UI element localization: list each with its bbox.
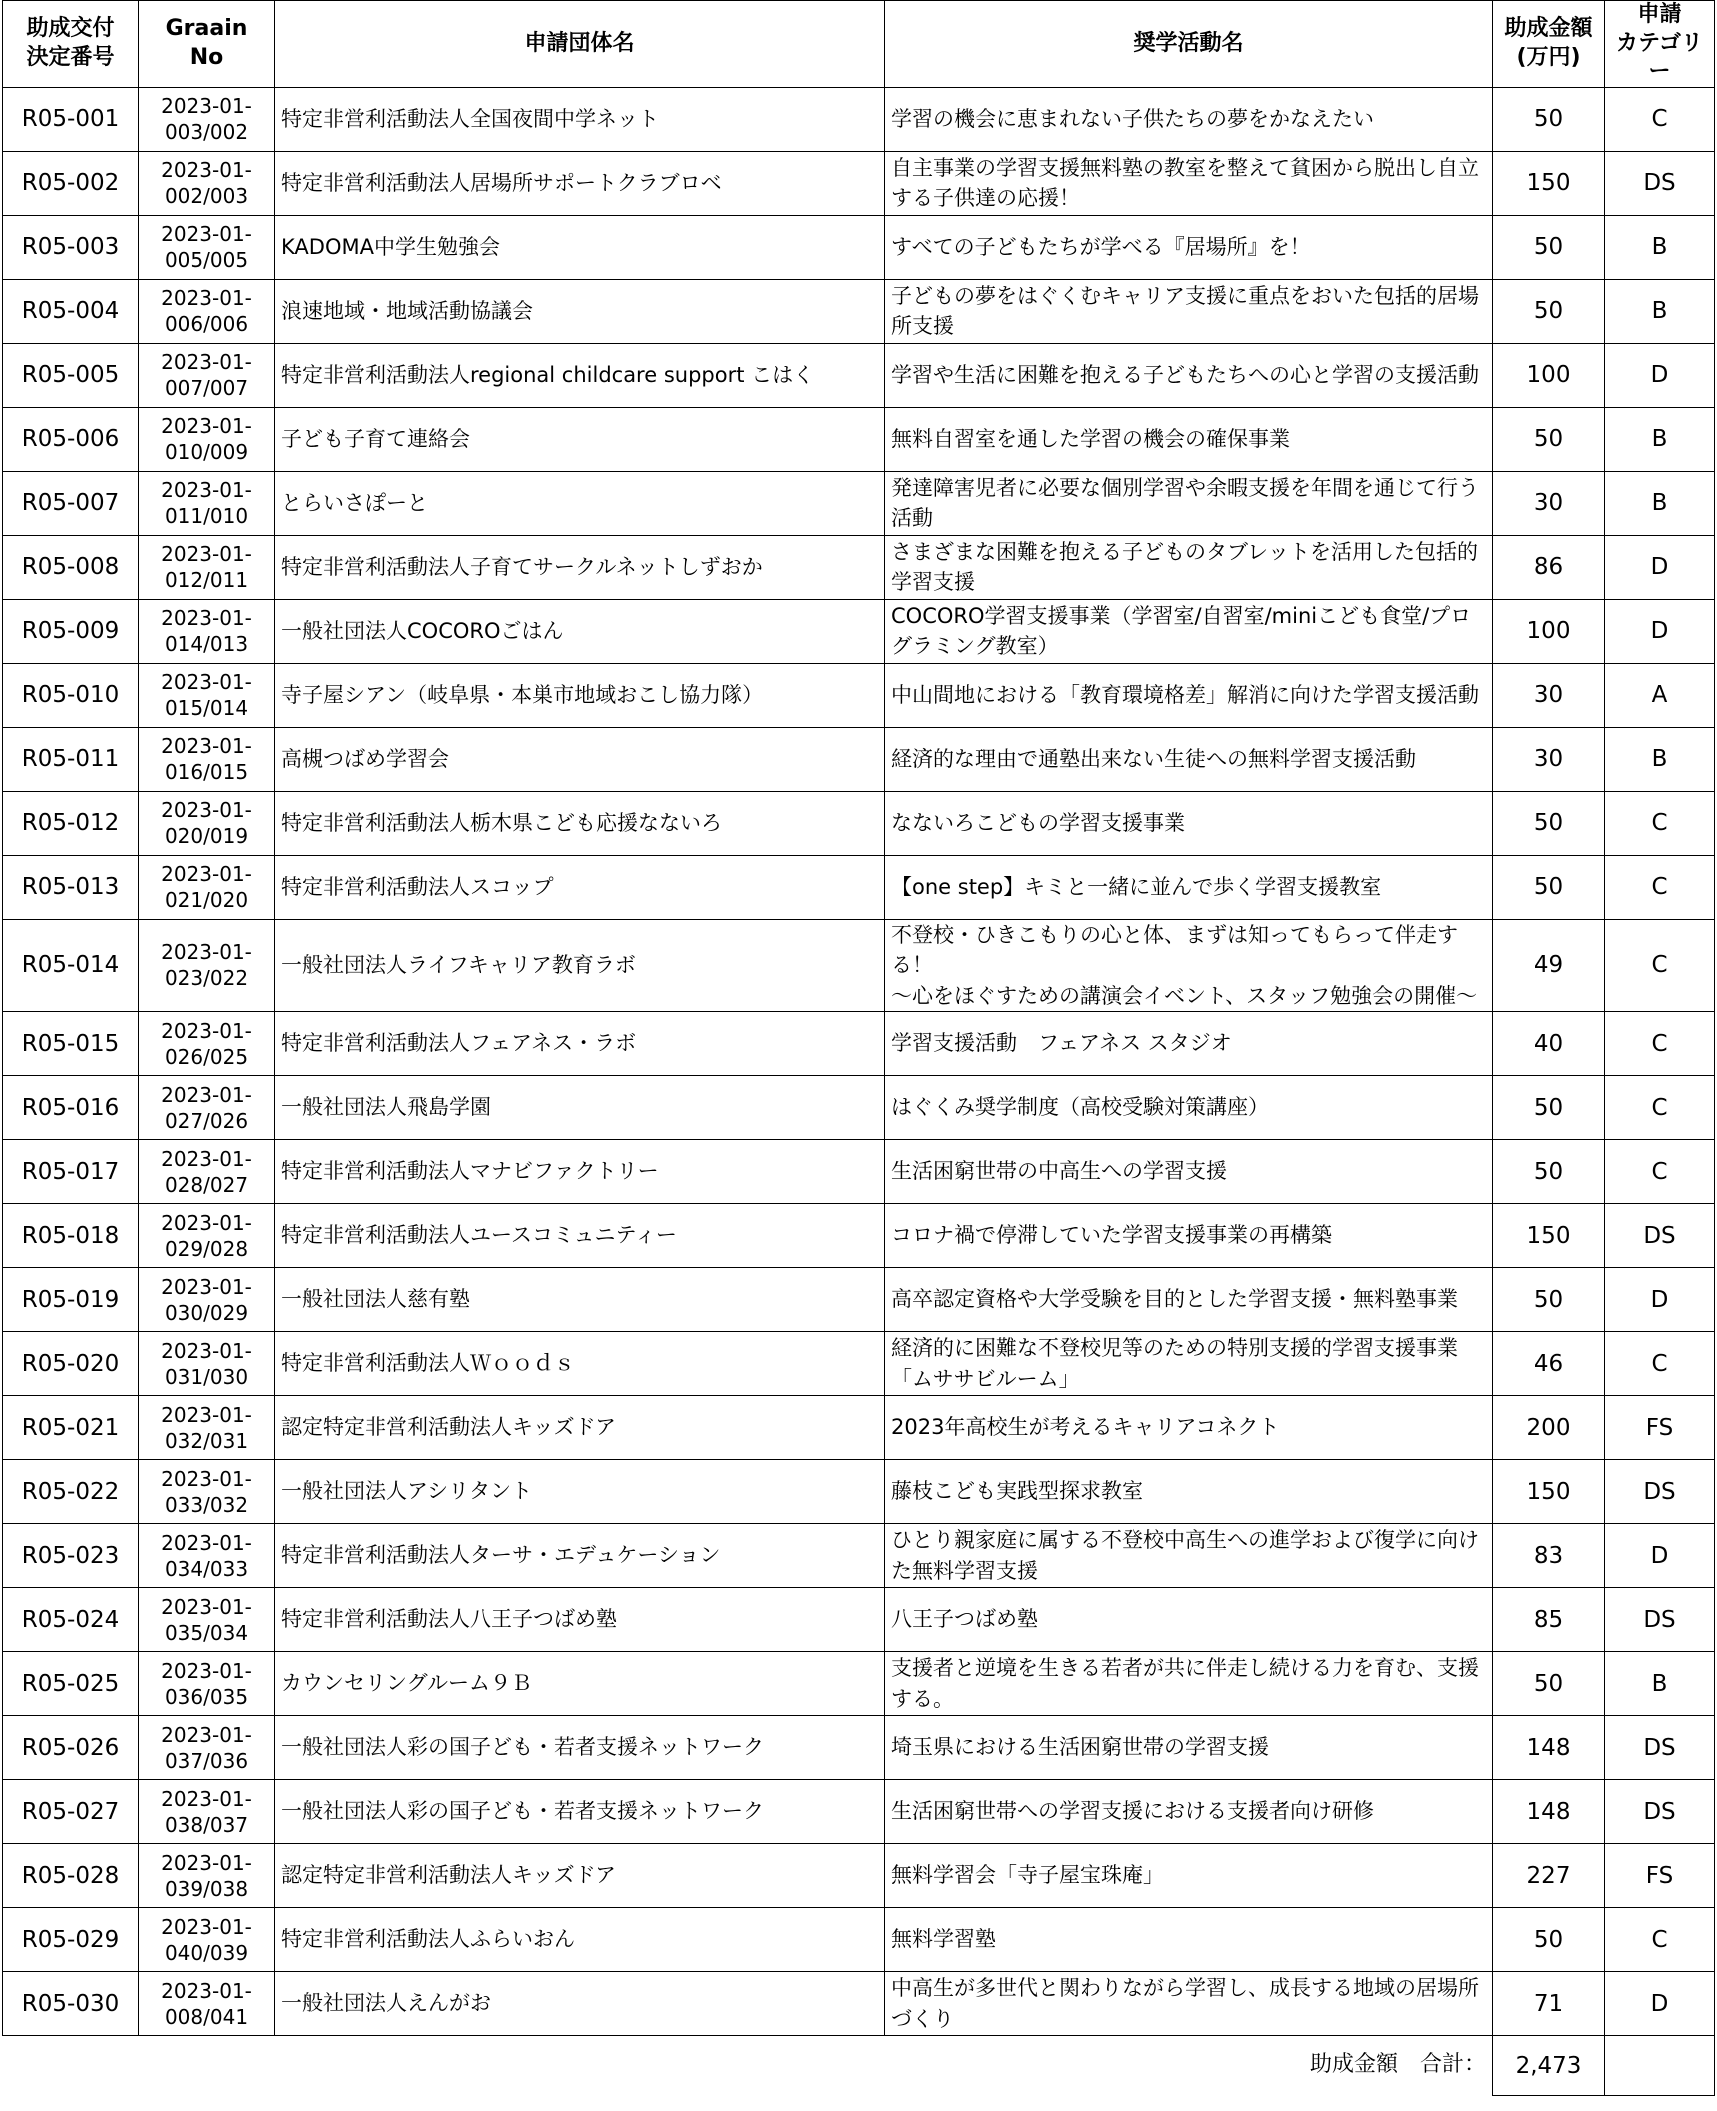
organization-cell: 一般社団法人彩の国子ども・若者支援ネットワーク <box>275 1716 885 1780</box>
graain-no-cell: 2023-01- 039/038 <box>139 1844 275 1908</box>
organization-cell: 一般社団法人えんがお <box>275 1972 885 2036</box>
total-amount: 2,473 <box>1493 2036 1605 2096</box>
category-cell: DS <box>1605 1716 1715 1780</box>
decision-number-cell: R05-021 <box>3 1396 139 1460</box>
category-cell: C <box>1605 1908 1715 1972</box>
organization-cell: 子ども子育て連絡会 <box>275 407 885 471</box>
category-cell: B <box>1605 279 1715 343</box>
graain-no-cell: 2023-01- 014/013 <box>139 599 275 663</box>
graain-no-cell: 2023-01- 008/041 <box>139 1972 275 2036</box>
total-label: 助成金額 合計： <box>885 2036 1493 2096</box>
table-row <box>3 1204 1715 1268</box>
organization-cell: 特定非営利活動法人八王子つばめ塾 <box>275 1588 885 1652</box>
organization-cell: 特定非営利活動法人子育てサークルネットしずおか <box>275 535 885 599</box>
table-row <box>3 663 1715 727</box>
graain-no-cell: 2023-01- 034/033 <box>139 1524 275 1588</box>
table-row <box>3 1076 1715 1140</box>
category-cell: C <box>1605 791 1715 855</box>
decision-number-cell: R05-007 <box>3 471 139 535</box>
category-cell: C <box>1605 87 1715 151</box>
table-row <box>3 535 1715 599</box>
amount-cell: 46 <box>1493 1332 1605 1396</box>
category-cell: C <box>1605 1140 1715 1204</box>
organization-cell: 高槻つばめ学習会 <box>275 727 885 791</box>
table-row <box>3 791 1715 855</box>
activity-cell: 経済的な理由で通塾出来ない生徒への無料学習支援活動 <box>885 727 1493 791</box>
decision-number-cell: R05-025 <box>3 1652 139 1716</box>
category-cell: D <box>1605 1268 1715 1332</box>
decision-number-cell: R05-009 <box>3 599 139 663</box>
activity-cell: なないろこどもの学習支援事業 <box>885 791 1493 855</box>
table-row <box>3 215 1715 279</box>
organization-cell: 特定非営利活動法人regional childcare support こはく <box>275 343 885 407</box>
amount-cell: 150 <box>1493 1460 1605 1524</box>
amount-cell: 40 <box>1493 1012 1605 1076</box>
organization-cell: 認定特定非営利活動法人キッズドア <box>275 1396 885 1460</box>
header-decision-number: 助成交付 決定番号 <box>3 1 139 88</box>
activity-cell: 高卒認定資格や大学受験を目的とした学習支援・無料塾事業 <box>885 1268 1493 1332</box>
amount-cell: 50 <box>1493 279 1605 343</box>
table-row <box>3 1012 1715 1076</box>
graain-no-cell: 2023-01- 031/030 <box>139 1332 275 1396</box>
activity-cell: COCORO学習支援事業（学習室/自習室/miniこども食堂/プログラミング教室） <box>885 599 1493 663</box>
table-footer <box>3 2036 1715 2096</box>
graain-no-cell: 2023-01- 036/035 <box>139 1652 275 1716</box>
activity-cell: ひとり親家庭に属する不登校中高生への進学および復学に向けた無料学習支援 <box>885 1524 1493 1588</box>
category-cell: B <box>1605 215 1715 279</box>
organization-cell: 一般社団法人慈有塾 <box>275 1268 885 1332</box>
organization-cell: 特定非営利活動法人スコップ <box>275 855 885 919</box>
activity-cell: 経済的に困難な不登校児等のための特別支援的学習支援事業「ムササビルーム」 <box>885 1332 1493 1396</box>
category-cell: B <box>1605 407 1715 471</box>
activity-cell: 支援者と逆境を生きる若者が共に伴走し続ける力を育む、支援する。 <box>885 1652 1493 1716</box>
table-row <box>3 1716 1715 1780</box>
graain-no-cell: 2023-01- 005/005 <box>139 215 275 279</box>
decision-number-cell: R05-017 <box>3 1140 139 1204</box>
amount-cell: 150 <box>1493 1204 1605 1268</box>
activity-cell: 中山間地における「教育環境格差」解消に向けた学習支援活動 <box>885 663 1493 727</box>
decision-number-cell: R05-024 <box>3 1588 139 1652</box>
organization-cell: とらいさぽーと <box>275 471 885 535</box>
graain-no-cell: 2023-01- 015/014 <box>139 663 275 727</box>
activity-cell: 学習や生活に困難を抱える子どもたちへの心と学習の支援活動 <box>885 343 1493 407</box>
category-cell: DS <box>1605 1780 1715 1844</box>
organization-cell: カウンセリングルーム９Ｂ <box>275 1652 885 1716</box>
decision-number-cell: R05-023 <box>3 1524 139 1588</box>
organization-cell: 一般社団法人彩の国子ども・若者支援ネットワーク <box>275 1780 885 1844</box>
header-category: 申請 カテゴリー <box>1605 1 1715 88</box>
activity-cell: 学習支援活動 フェアネス スタジオ <box>885 1012 1493 1076</box>
graain-no-cell: 2023-01- 012/011 <box>139 535 275 599</box>
activity-cell: 八王子つばめ塾 <box>885 1588 1493 1652</box>
decision-number-cell: R05-004 <box>3 279 139 343</box>
amount-cell: 50 <box>1493 1268 1605 1332</box>
table-row <box>3 919 1715 1011</box>
table-row <box>3 1588 1715 1652</box>
organization-cell: 特定非営利活動法人ユースコミュニティー <box>275 1204 885 1268</box>
decision-number-cell: R05-013 <box>3 855 139 919</box>
activity-cell: コロナ禍で停滞していた学習支援事業の再構築 <box>885 1204 1493 1268</box>
category-cell: DS <box>1605 1204 1715 1268</box>
amount-cell: 83 <box>1493 1524 1605 1588</box>
category-cell: C <box>1605 1076 1715 1140</box>
grant-table <box>2 0 1715 2096</box>
category-cell: C <box>1605 919 1715 1011</box>
graain-no-cell: 2023-01- 003/002 <box>139 87 275 151</box>
table-row <box>3 407 1715 471</box>
amount-cell: 100 <box>1493 599 1605 663</box>
graain-no-cell: 2023-01- 023/022 <box>139 919 275 1011</box>
graain-no-cell: 2023-01- 026/025 <box>139 1012 275 1076</box>
organization-cell: 特定非営利活動法人フェアネス・ラボ <box>275 1012 885 1076</box>
amount-cell: 50 <box>1493 215 1605 279</box>
decision-number-cell: R05-030 <box>3 1972 139 2036</box>
decision-number-cell: R05-016 <box>3 1076 139 1140</box>
graain-no-cell: 2023-01- 007/007 <box>139 343 275 407</box>
activity-cell: 子どもの夢をはぐくむキャリア支援に重点をおいた包括的居場所支援 <box>885 279 1493 343</box>
organization-cell: 特定非営利活動法人居場所サポートクラブロベ <box>275 151 885 215</box>
table-row <box>3 1780 1715 1844</box>
organization-cell: 浪速地域・地域活動協議会 <box>275 279 885 343</box>
table-row <box>3 855 1715 919</box>
amount-cell: 100 <box>1493 343 1605 407</box>
amount-cell: 50 <box>1493 1140 1605 1204</box>
table-row <box>3 1396 1715 1460</box>
decision-number-cell: R05-008 <box>3 535 139 599</box>
decision-number-cell: R05-010 <box>3 663 139 727</box>
graain-no-cell: 2023-01- 021/020 <box>139 855 275 919</box>
table-row <box>3 151 1715 215</box>
decision-number-cell: R05-005 <box>3 343 139 407</box>
activity-cell: 生活困窮世帯の中高生への学習支援 <box>885 1140 1493 1204</box>
activity-cell: 無料学習会「寺子屋宝珠庵」 <box>885 1844 1493 1908</box>
graain-no-cell: 2023-01- 032/031 <box>139 1396 275 1460</box>
category-cell: B <box>1605 1652 1715 1716</box>
graain-no-cell: 2023-01- 028/027 <box>139 1140 275 1204</box>
organization-cell: KADOMA中学生勉強会 <box>275 215 885 279</box>
graain-no-cell: 2023-01- 002/003 <box>139 151 275 215</box>
header-row <box>3 1 1715 88</box>
amount-cell: 200 <box>1493 1396 1605 1460</box>
organization-cell: 特定非営利活動法人ターサ・エデュケーション <box>275 1524 885 1588</box>
decision-number-cell: R05-001 <box>3 87 139 151</box>
graain-no-cell: 2023-01- 016/015 <box>139 727 275 791</box>
graain-no-cell: 2023-01- 030/029 <box>139 1268 275 1332</box>
activity-cell: 不登校・ひきこもりの心と体、まずは知ってもらって伴走する！ ～心をほぐすための講演会イベント、スタッフ勉強会の開催～ <box>885 919 1493 1011</box>
amount-cell: 50 <box>1493 855 1605 919</box>
graain-no-cell: 2023-01- 040/039 <box>139 1908 275 1972</box>
table-row <box>3 87 1715 151</box>
table-body <box>3 87 1715 2035</box>
organization-cell: 一般社団法人COCOROごはん <box>275 599 885 663</box>
category-cell: D <box>1605 599 1715 663</box>
organization-cell: 特定非営利活動法人全国夜間中学ネット <box>275 87 885 151</box>
table-row <box>3 727 1715 791</box>
header-amount: 助成金額 (万円) <box>1493 1 1605 88</box>
category-cell: DS <box>1605 1460 1715 1524</box>
graain-no-cell: 2023-01- 035/034 <box>139 1588 275 1652</box>
activity-cell: 学習の機会に恵まれない子供たちの夢をかなえたい <box>885 87 1493 151</box>
total-category-blank <box>1605 2036 1715 2096</box>
decision-number-cell: R05-011 <box>3 727 139 791</box>
table-row <box>3 471 1715 535</box>
table-row <box>3 1332 1715 1396</box>
activity-cell: 無料自習室を通した学習の機会の確保事業 <box>885 407 1493 471</box>
decision-number-cell: R05-027 <box>3 1780 139 1844</box>
graain-no-cell: 2023-01- 010/009 <box>139 407 275 471</box>
organization-cell: 認定特定非営利活動法人キッズドア <box>275 1844 885 1908</box>
graain-no-cell: 2023-01- 029/028 <box>139 1204 275 1268</box>
decision-number-cell: R05-015 <box>3 1012 139 1076</box>
amount-cell: 50 <box>1493 87 1605 151</box>
amount-cell: 30 <box>1493 471 1605 535</box>
amount-cell: 50 <box>1493 407 1605 471</box>
category-cell: C <box>1605 855 1715 919</box>
category-cell: A <box>1605 663 1715 727</box>
header-activity: 奨学活動名 <box>885 1 1493 88</box>
amount-cell: 85 <box>1493 1588 1605 1652</box>
activity-cell: 2023年高校生が考えるキャリアコネクト <box>885 1396 1493 1460</box>
organization-cell: 特定非営利活動法人マナビファクトリー <box>275 1140 885 1204</box>
organization-cell: 特定非営利活動法人栃木県こども応援なないろ <box>275 791 885 855</box>
decision-number-cell: R05-028 <box>3 1844 139 1908</box>
category-cell: DS <box>1605 1588 1715 1652</box>
decision-number-cell: R05-014 <box>3 919 139 1011</box>
organization-cell: 一般社団法人アシリタント <box>275 1460 885 1524</box>
amount-cell: 30 <box>1493 663 1605 727</box>
category-cell: C <box>1605 1332 1715 1396</box>
graain-no-cell: 2023-01- 020/019 <box>139 791 275 855</box>
amount-cell: 71 <box>1493 1972 1605 2036</box>
organization-cell: 一般社団法人飛島学園 <box>275 1076 885 1140</box>
amount-cell: 49 <box>1493 919 1605 1011</box>
organization-cell: 寺子屋シアン（岐阜県・本巣市地域おこし協力隊） <box>275 663 885 727</box>
amount-cell: 50 <box>1493 1652 1605 1716</box>
decision-number-cell: R05-003 <box>3 215 139 279</box>
category-cell: D <box>1605 343 1715 407</box>
amount-cell: 50 <box>1493 791 1605 855</box>
decision-number-cell: R05-029 <box>3 1908 139 1972</box>
amount-cell: 150 <box>1493 151 1605 215</box>
category-cell: B <box>1605 471 1715 535</box>
graain-no-cell: 2023-01- 037/036 <box>139 1716 275 1780</box>
decision-number-cell: R05-019 <box>3 1268 139 1332</box>
graain-no-cell: 2023-01- 027/026 <box>139 1076 275 1140</box>
amount-cell: 50 <box>1493 1908 1605 1972</box>
activity-cell: 埼玉県における生活困窮世帯の学習支援 <box>885 1716 1493 1780</box>
graain-no-cell: 2023-01- 011/010 <box>139 471 275 535</box>
category-cell: C <box>1605 1012 1715 1076</box>
table-row <box>3 1140 1715 1204</box>
category-cell: DS <box>1605 151 1715 215</box>
activity-cell: 【one step】キミと一緒に並んで歩く学習支援教室 <box>885 855 1493 919</box>
decision-number-cell: R05-012 <box>3 791 139 855</box>
amount-cell: 148 <box>1493 1780 1605 1844</box>
table-row <box>3 1844 1715 1908</box>
activity-cell: 発達障害児者に必要な個別学習や余暇支援を年間を通じて行う活動 <box>885 471 1493 535</box>
organization-cell: 特定非営利活動法人Ｗｏｏｄｓ <box>275 1332 885 1396</box>
organization-cell: 特定非営利活動法人ふらいおん <box>275 1908 885 1972</box>
graain-no-cell: 2023-01- 038/037 <box>139 1780 275 1844</box>
table-row <box>3 599 1715 663</box>
decision-number-cell: R05-020 <box>3 1332 139 1396</box>
organization-cell: 一般社団法人ライフキャリア教育ラボ <box>275 919 885 1011</box>
table-row <box>3 1524 1715 1588</box>
decision-number-cell: R05-006 <box>3 407 139 471</box>
header-graain-no: Graain No <box>139 1 275 88</box>
table-row <box>3 1908 1715 1972</box>
graain-no-cell: 2023-01- 033/032 <box>139 1460 275 1524</box>
category-cell: D <box>1605 1972 1715 2036</box>
category-cell: D <box>1605 1524 1715 1588</box>
decision-number-cell: R05-022 <box>3 1460 139 1524</box>
decision-number-cell: R05-026 <box>3 1716 139 1780</box>
activity-cell: はぐくみ奨学制度（高校受験対策講座） <box>885 1076 1493 1140</box>
activity-cell: 無料学習塾 <box>885 1908 1493 1972</box>
category-cell: FS <box>1605 1844 1715 1908</box>
amount-cell: 30 <box>1493 727 1605 791</box>
table-row <box>3 1652 1715 1716</box>
table-row <box>3 343 1715 407</box>
table-row <box>3 1460 1715 1524</box>
activity-cell: 藤枝こども実践型探求教室 <box>885 1460 1493 1524</box>
table-row <box>3 1972 1715 2036</box>
table-row <box>3 1268 1715 1332</box>
amount-cell: 86 <box>1493 535 1605 599</box>
table-row <box>3 279 1715 343</box>
total-spacer <box>3 2036 885 2096</box>
activity-cell: すべての子どもたちが学べる『居場所』を！ <box>885 215 1493 279</box>
amount-cell: 227 <box>1493 1844 1605 1908</box>
amount-cell: 148 <box>1493 1716 1605 1780</box>
category-cell: FS <box>1605 1396 1715 1460</box>
category-cell: D <box>1605 535 1715 599</box>
header-organization: 申請団体名 <box>275 1 885 88</box>
category-cell: B <box>1605 727 1715 791</box>
graain-no-cell: 2023-01- 006/006 <box>139 279 275 343</box>
activity-cell: さまざまな困難を抱える子どものタブレットを活用した包括的学習支援 <box>885 535 1493 599</box>
activity-cell: 中高生が多世代と関わりながら学習し、成長する地域の居場所づくり <box>885 1972 1493 2036</box>
decision-number-cell: R05-018 <box>3 1204 139 1268</box>
amount-cell: 50 <box>1493 1076 1605 1140</box>
total-row <box>3 2036 1715 2096</box>
table-header <box>3 1 1715 88</box>
activity-cell: 自主事業の学習支援無料塾の教室を整えて貧困から脱出し自立する子供達の応援！ <box>885 151 1493 215</box>
decision-number-cell: R05-002 <box>3 151 139 215</box>
activity-cell: 生活困窮世帯への学習支援における支援者向け研修 <box>885 1780 1493 1844</box>
